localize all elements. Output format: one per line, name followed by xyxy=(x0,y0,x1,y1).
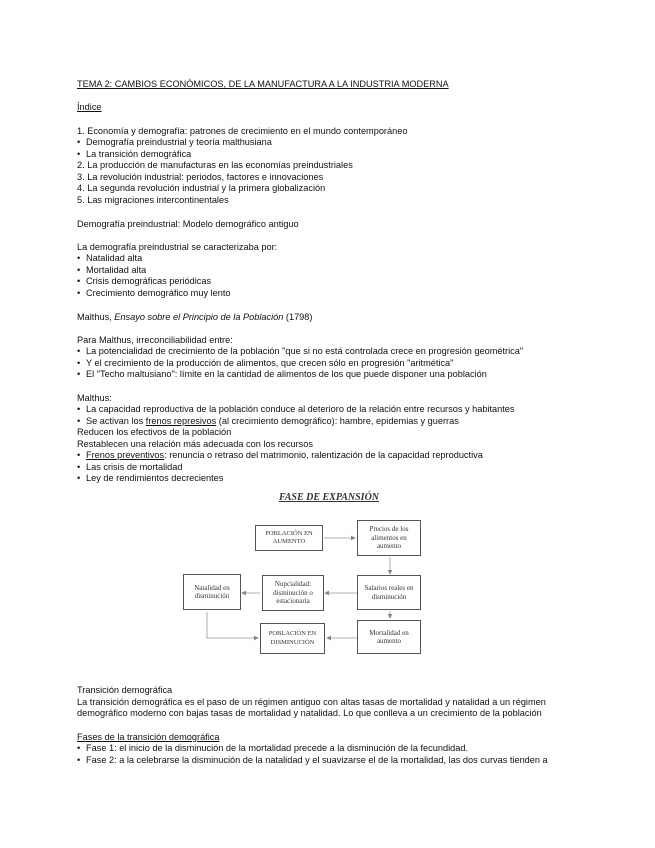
list-item: • Crisis demográficas periódicas xyxy=(77,276,211,288)
section-heading: Fases de la transición demográfica xyxy=(77,732,220,742)
text-line: Restablecen una relación más adecuada con los recursos xyxy=(77,439,313,449)
malthus-intro: Para Malthus, irreconciliabilidad entre: xyxy=(77,335,233,345)
diagram-box-natalidad: Natalidad en disminución xyxy=(183,574,241,610)
section-heading: Demografía preindustrial: Modelo demográfico antiguo xyxy=(77,219,299,229)
list-item: • La capacidad reproductiva de la población conduce al deterioro de la relación entre recursos y habitantes xyxy=(77,404,515,416)
diagram-box-mortalidad: Mortalidad en aumento xyxy=(357,620,421,654)
list-item: • Natalidad alta xyxy=(77,253,142,265)
index-item: 1. Economía y demografía: patrones de crecimiento en el mundo contemporáneo xyxy=(77,126,408,136)
list-item-text: Se activan los xyxy=(86,416,146,426)
list-item: • La potencialidad de crecimiento de la población "que si no está controlada crece en progresión geométrica" xyxy=(77,346,523,358)
list-item: • Fase 1: el inicio de la disminución de la mortalidad precede a la disminución de la fecundidad. xyxy=(77,743,468,755)
malthus2-intro: Malthus: xyxy=(77,393,112,403)
diagram-box-poblacion-aumento: POBLACIÓN EN AUMENTO xyxy=(255,525,323,551)
text-line: Reducen los efectivos de la población xyxy=(77,427,232,437)
list-item: • Y el crecimiento de la producción de alimentos, que crecen sólo en progresión "aritmética" xyxy=(77,358,453,370)
index-item: 4. La segunda revolución industrial y la primera globalización xyxy=(77,183,326,193)
list-item: • Mortalidad alta xyxy=(77,265,146,277)
section-heading: Transición demográfica xyxy=(77,685,173,695)
diagram-box-salarios: Salarios reales en disminución xyxy=(357,575,421,610)
frenos-preventivos-term: Frenos preventivos xyxy=(86,450,165,460)
list-item: • El "Techo maltusiano": límite en la cantidad de alimentos de los que puede disponer una población xyxy=(77,369,487,381)
index-item: 5. Las migraciones intercontinentales xyxy=(77,195,229,205)
malthus-heading-year: (1798) xyxy=(283,312,313,322)
diagram-title: FASE DE EXPANSIÓN xyxy=(278,492,380,503)
diagram-box-nupcialidad: Nupcialidad: disminución o estacionaria xyxy=(262,575,324,611)
index-item: • La transición demográfica xyxy=(77,149,191,161)
index-item: 2. La producción de manufacturas en las economías preindustriales xyxy=(77,160,353,170)
malthus-heading-work: Ensayo sobre el Principio de la Población xyxy=(114,312,284,322)
arrow xyxy=(207,612,258,638)
paragraph-line: La transición demográfica es el paso de un régimen antiguo con altas tasas de mortalidad y natalidad a un régimen xyxy=(77,697,546,707)
paragraph-line: demográfico moderno con bajas tasas de mortalidad y natalidad. Lo que conlleva a un crecimiento de la población xyxy=(77,708,542,718)
malthus-heading-author: Malthus, xyxy=(77,312,115,322)
diagram-box-precios: Precios de los alimentos en aumento xyxy=(357,520,421,556)
list-item: • Fase 2: a la celebrarse la disminución de la natalidad y el suavizarse el de la mortalidad, las dos curvas tienden a xyxy=(77,755,548,767)
frenos-represivos-term: frenos represivos xyxy=(145,416,217,426)
index-item: • Demografía preindustrial y teoría malthusiana xyxy=(77,137,272,149)
list-item: • Crecimiento demográfico muy lento xyxy=(77,288,231,300)
list-item-text: : renuncia o retraso del matrimonio, ralentización de la capacidad reproductiva xyxy=(164,450,483,460)
index-item: 3. La revolución industrial: periodos, factores e innovaciones xyxy=(77,172,324,182)
index-heading: Índice xyxy=(77,102,102,112)
section-intro: La demografía preindustrial se caracterizaba por: xyxy=(77,242,278,252)
list-item: • Ley de rendimientos decrecientes xyxy=(77,473,223,485)
diagram-box-poblacion-disminucion: POBLACIÓN EN DISMINUCIÓN xyxy=(260,623,325,654)
list-item-text: (al crecimiento demográfico): hambre, epidemias y guerras xyxy=(216,416,459,426)
list-item: • Las crisis de mortalidad xyxy=(77,462,183,474)
document-title: TEMA 2: CAMBIOS ECONÓMICOS, DE LA MANUFACTURA A LA INDUSTRIA MODERNA xyxy=(77,79,449,89)
